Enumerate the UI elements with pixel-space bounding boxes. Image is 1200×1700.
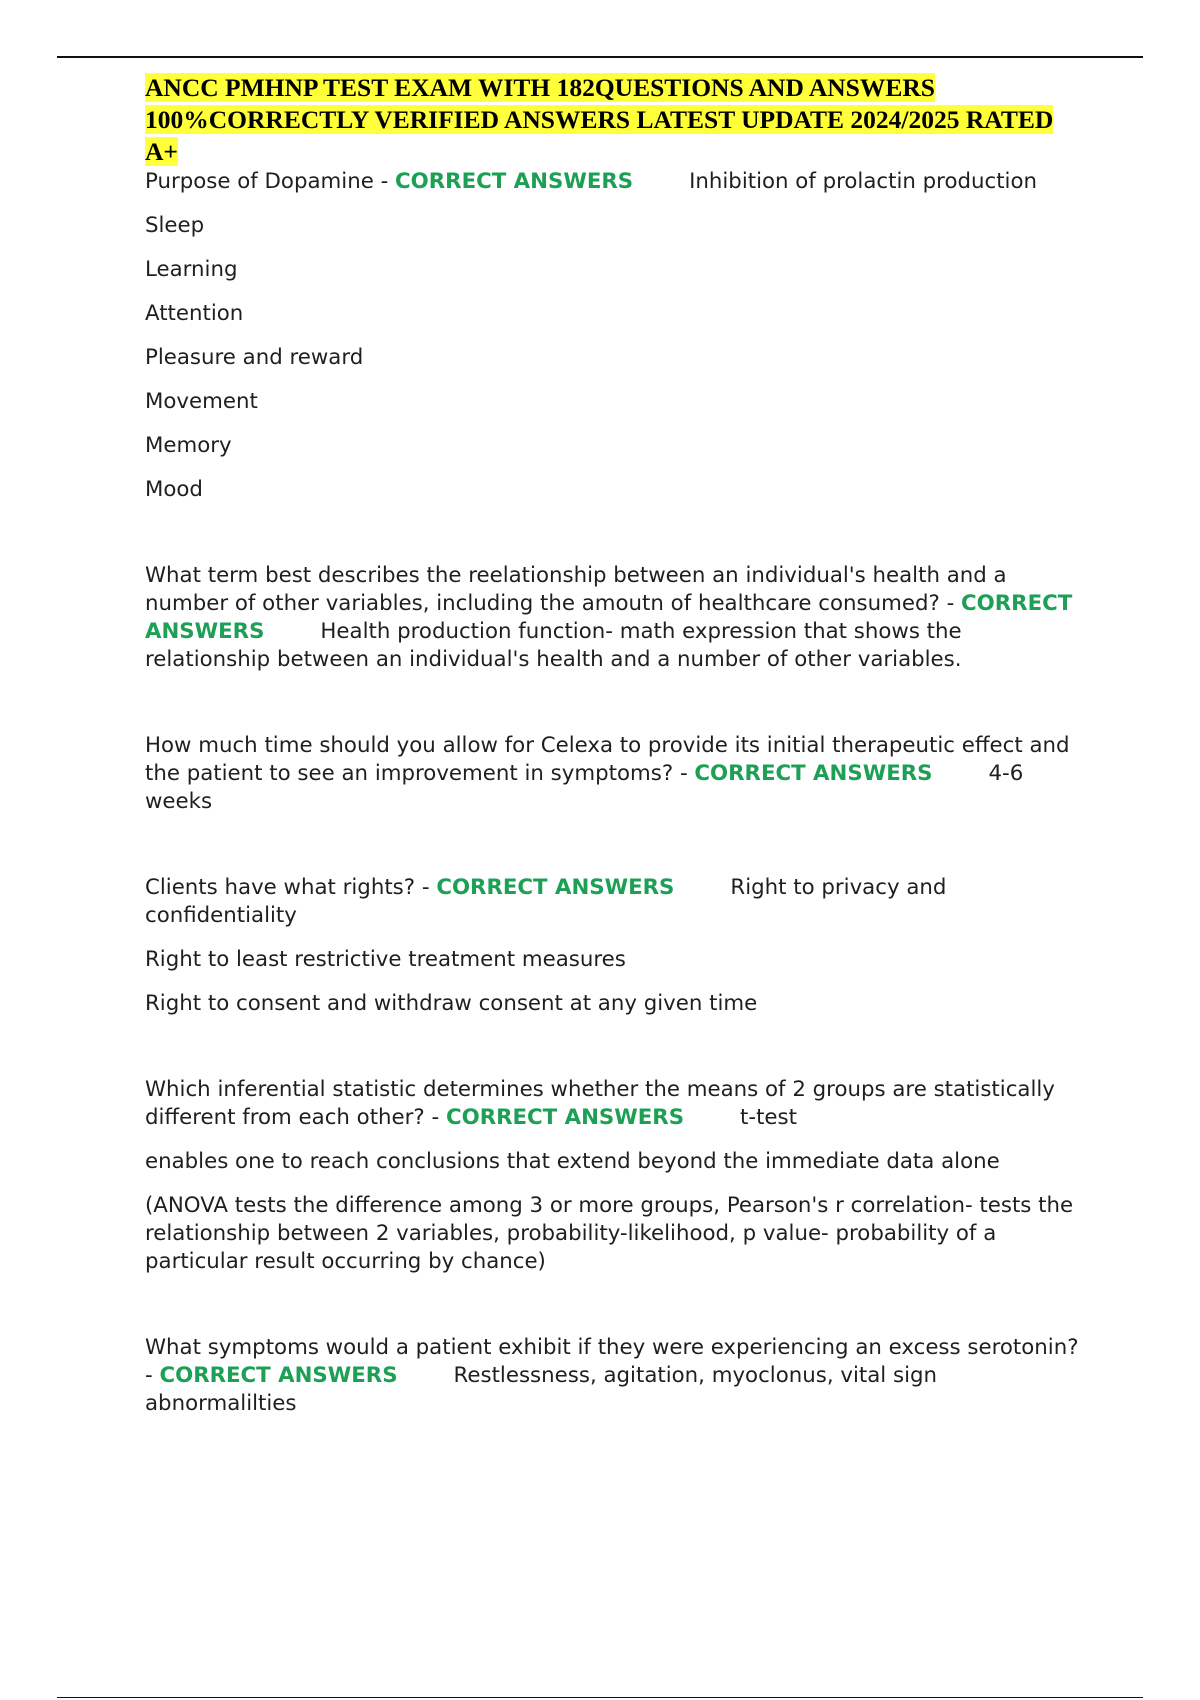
separator: - [939, 591, 962, 616]
document-body [145, 72, 1085, 1418]
correct-answers-label: CORRECT ANSWERS [159, 1363, 398, 1388]
separator: - [415, 875, 437, 900]
question-text: Clients have what rights? [145, 875, 416, 900]
answer-text: 4-6 weeks [145, 761, 1024, 814]
correct-answers-label: CORRECT ANSWERS [445, 1105, 685, 1130]
answer-text: Right to privacy and confidentiality [145, 875, 947, 928]
question-text: What term best describes the reelationship between an individual's health and a number of other variables, including the amoutn of healthcare consumed? [145, 563, 1007, 616]
separator: - [673, 761, 695, 786]
answer-extra: Right to consent and withdraw consent at any given time [145, 991, 758, 1016]
qa-block-4 [145, 874, 1085, 1018]
question-text: How much time should you allow for Celexa to provide its initial therapeutic effect and the patient to see an improvement in symptoms? [145, 733, 1070, 786]
answer-text: Health production function- math expression that shows the relationship between an individual's health and a number of other variables. [145, 619, 962, 672]
answer-text: Restlessness, agitation, myoclonus, vital sign abnormalilties [145, 1363, 938, 1416]
qa-line [145, 168, 1085, 196]
qa-line [145, 1076, 1085, 1132]
answer-extra: Memory [145, 433, 232, 458]
answer-text: t-test [740, 1105, 797, 1130]
answer-extra: Attention [145, 301, 244, 326]
qa-line [145, 1334, 1085, 1418]
bottom-rule [57, 1697, 1143, 1698]
answer-extra: enables one to reach conclusions that extend beyond the immediate data alone [145, 1149, 1000, 1174]
answer-text: Inhibition of prolactin production [689, 169, 1038, 194]
separator: - [145, 1363, 160, 1388]
answer-extra: Sleep [145, 213, 205, 238]
correct-answers-label: CORRECT ANSWERS [145, 591, 1073, 644]
qa-block-2 [145, 562, 1085, 674]
separator: - [424, 1105, 446, 1130]
question-text: Which inferential statistic determines whether the means of 2 groups are statistically different from each other? [145, 1077, 1055, 1130]
qa-line [145, 562, 1085, 674]
answer-extra: Pleasure and reward [145, 345, 364, 370]
correct-answers-label: CORRECT ANSWERS [395, 169, 634, 194]
answer-extra: Movement [145, 389, 258, 414]
correct-answers-label: CORRECT ANSWERS [436, 875, 675, 900]
document-title [145, 72, 1085, 168]
title-highlight: ANCC PMHNP TEST EXAM WITH 182QUESTIONS AND ANSWERS 100%CORRECTLY VERIFIED ANSWERS LATEST UPDATE 2024/2025 RATED A+ [145, 73, 1054, 166]
answer-extra: Mood [145, 477, 203, 502]
question-text: Purpose of Dopamine [145, 169, 374, 194]
separator: - [373, 169, 396, 194]
answer-extra: (ANOVA tests the difference among 3 or more groups, Pearson's r correlation- tests the relationship between 2 variables, probability-likelihood, p value- probability of a particular result occurring by chance) [145, 1193, 1074, 1274]
qa-block-6 [145, 1334, 1085, 1418]
qa-block-1 [145, 168, 1085, 504]
answer-extra: Right to least restrictive treatment measures [145, 947, 626, 972]
question-text: What symptoms would a patient exhibit if they were experiencing an excess serotonin? [145, 1335, 1079, 1360]
answer-extra: Learning [145, 257, 238, 282]
qa-line [145, 874, 1085, 930]
qa-block-5 [145, 1076, 1085, 1276]
qa-block-3 [145, 732, 1085, 816]
qa-line [145, 732, 1085, 816]
top-rule [57, 56, 1143, 58]
correct-answers-label: CORRECT ANSWERS [694, 761, 933, 786]
